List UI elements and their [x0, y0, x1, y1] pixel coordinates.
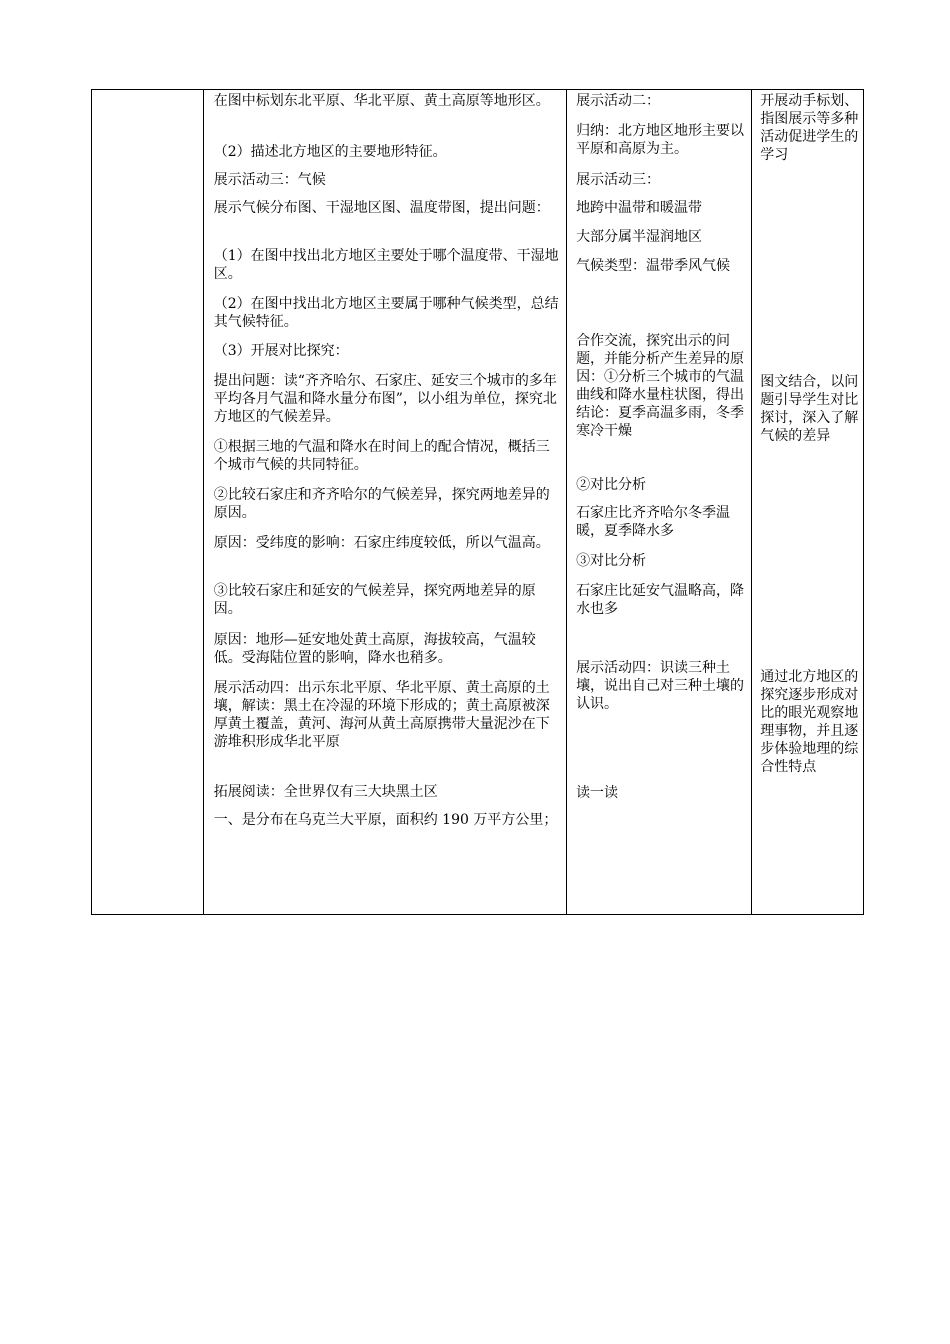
- col3-para: ③对比分析: [576, 553, 647, 569]
- col3-para: 展示活动三：: [576, 172, 661, 188]
- col3-para: 读一读: [576, 785, 619, 801]
- col2-para: 展示气候分布图、干湿地区图、温度带图，提出问题：: [213, 200, 550, 216]
- col2-para: 在图中标划东北平原、华北平原、黄土高原等地形区。: [213, 93, 550, 109]
- teacher-activity-cell: [203, 90, 566, 915]
- col2-para: （1）在图中找出北方地区主要处于哪个温度带、干湿地区。: [213, 248, 559, 282]
- col3-para: 地跨中温带和暖温带: [576, 200, 703, 216]
- blank-column-cell: [92, 90, 204, 915]
- col3-para: 大部分属半湿润地区: [576, 229, 703, 245]
- col3-para: ②对比分析: [576, 477, 647, 493]
- col3-para: 归纳：北方地区地形主要以平原和高原为主。: [576, 123, 745, 157]
- col2-para: （3）开展对比探究：: [213, 343, 349, 359]
- col2-para: 提出问题：读“齐齐哈尔、石家庄、延安三个城市的多年平均各月气温和降水量分布图”，以小组为单位，探究北方地区的气候差异。: [213, 373, 557, 425]
- col4-para: 通过北方地区的探究逐步形成对比的眼光观察地理事物，并且逐步体验地理的综合性特点: [760, 669, 859, 775]
- col3-para: 石家庄比齐齐哈尔冬季温暖，夏季降水多: [576, 505, 731, 539]
- col3-para: 气候类型：温带季风气候: [576, 258, 731, 274]
- col2-para: （2）在图中找出北方地区主要属于哪种气候类型，总结其气候特征。: [213, 296, 559, 330]
- col2-para: ②比较石家庄和齐齐哈尔的气候差异，探究两地差异的原因。: [213, 487, 550, 521]
- table-row: [92, 90, 864, 915]
- student-activity-cell: [567, 90, 752, 915]
- col4-para: 图文结合，以问题引导学生对比探讨，深入了解气候的差异: [760, 374, 859, 444]
- col2-para: 原因：受纬度的影响：石家庄纬度较低，所以气温高。: [213, 535, 550, 551]
- col2-para: 原因：地形—延安地处黄土高原，海拔较高，气温较低。受海陆位置的影响，降水也稍多。: [213, 632, 536, 666]
- col2-para: 一、是分布在乌克兰大平原，面积约 190 万平方公里；: [213, 812, 558, 828]
- col2-para: ①根据三地的气温和降水在时间上的配合情况，概括三个城市气候的共同特征。: [213, 439, 550, 473]
- lesson-plan-table: [91, 89, 864, 915]
- col3-para: 展示活动四：识读三种土壤，说出自己对三种土壤的认识。: [576, 660, 745, 712]
- col3-para: 展示活动二：: [576, 93, 661, 109]
- col3-para: 石家庄比延安气温略高，降水也多: [576, 583, 745, 617]
- col4-para: 开展动手标划、指图展示等多种活动促进学生的学习: [760, 93, 859, 163]
- col2-para: 展示活动三：气候: [213, 172, 326, 188]
- col2-para: 展示活动四：出示东北平原、华北平原、黄土高原的土壤，解读：黑土在冷湿的环境下形成的；黄土高原被深厚黄土覆盖，黄河、海河从黄土高原携带大量泥沙在下游堆积形成华北平原: [213, 680, 550, 750]
- col2-para: （2）描述北方地区的主要地形特征。: [213, 144, 447, 160]
- col3-para: 合作交流，探究出示的问题，并能分析产生差异的原因：①分析三个城市的气温曲线和降水量柱状图，得出结论：夏季高温多雨，冬季寒冷干燥: [576, 333, 745, 439]
- design-intent-cell: [752, 90, 864, 915]
- col2-para: 拓展阅读：全世界仅有三大块黑土区: [213, 784, 438, 800]
- col2-para: ③比较石家庄和延安的气候差异，探究两地差异的原因。: [213, 583, 536, 617]
